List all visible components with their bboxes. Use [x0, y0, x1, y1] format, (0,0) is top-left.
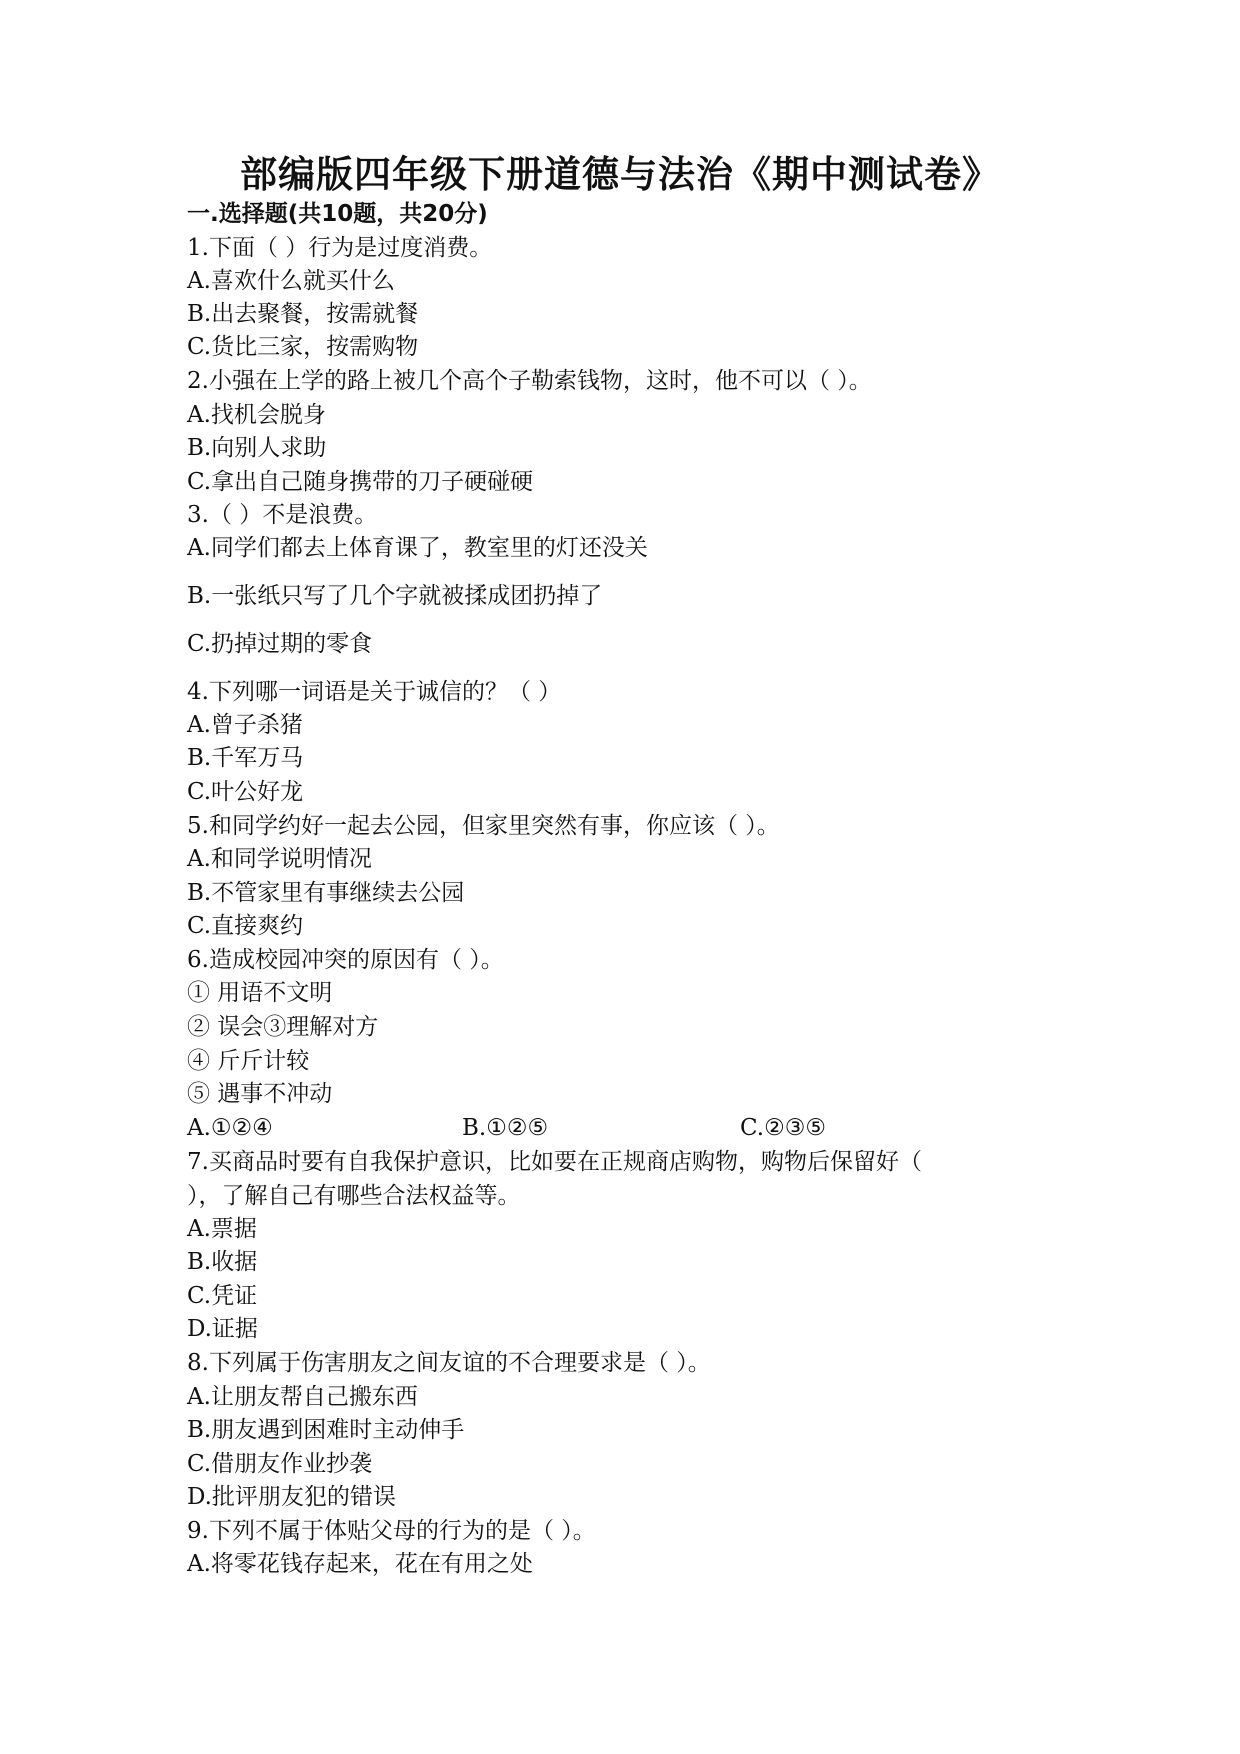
question-6-stem: 6.造成校园冲突的原因有（ ）。 — [187, 947, 504, 973]
question-8-option-a: A.让朋友帮自己搬东西 — [187, 1384, 418, 1410]
question-2-option-a: A.找机会脱身 — [187, 402, 326, 428]
question-2-option-b: B.向别人求助 — [187, 435, 327, 461]
question-7-option-c: C.凭证 — [187, 1283, 258, 1309]
question-1-option-a: A.喜欢什么就买什么 — [187, 268, 395, 294]
question-3-option-c: C.扔掉过期的零食 — [187, 631, 373, 657]
question-2-stem: 2.小强在上学的路上被几个高个子勒索钱物，这时，他不可以（ ）。 — [187, 368, 872, 394]
question-4-option-b: B.千军万马 — [187, 745, 304, 771]
question-5-option-c: C.直接爽约 — [187, 913, 304, 939]
question-2-option-c: C.拿出自己随身携带的刀子硬碰硬 — [187, 469, 534, 495]
question-7-option-a: A.票据 — [187, 1216, 257, 1242]
question-4-option-c: C.叶公好龙 — [187, 779, 304, 805]
question-9-stem: 9.下列不属于体贴父母的行为的是（ ）。 — [187, 1518, 596, 1544]
question-3-stem: 3.（ ）不是浪费。 — [187, 502, 378, 528]
question-1-stem: 1.下面（ ）行为是过度消费。 — [187, 235, 493, 261]
question-8-option-c: C.借朋友作业抄袭 — [187, 1451, 373, 1477]
question-8-option-d: D.批评朋友犯的错误 — [187, 1484, 396, 1510]
question-6-item-2: ② 误会③理解对方 — [187, 1014, 379, 1040]
question-6-item-1: ① 用语不文明 — [187, 980, 333, 1006]
question-5-option-b: B.不管家里有事继续去公园 — [187, 880, 465, 906]
question-1-option-b: B.出去聚餐，按需就餐 — [187, 301, 419, 327]
section-heading: 一.选择题(共10题，共20分) — [187, 201, 488, 227]
question-6-item-4: ⑤ 遇事不冲动 — [187, 1081, 333, 1107]
question-7-option-b: B.收据 — [187, 1249, 258, 1275]
question-5-stem: 5.和同学约好一起去公园，但家里突然有事，你应该（ ）。 — [187, 813, 780, 839]
question-7-stem-line-2: ），了解自己有哪些合法权益等。 — [187, 1183, 521, 1209]
question-7-option-d: D.证据 — [187, 1316, 258, 1342]
question-8-stem: 8.下列属于伤害朋友之间友谊的不合理要求是（ ）。 — [187, 1350, 711, 1376]
question-8-option-b: B.朋友遇到困难时主动伸手 — [187, 1417, 465, 1443]
question-1-option-c: C.货比三家，按需购物 — [187, 334, 419, 360]
question-6-option-b: B.①②⑤ — [462, 1115, 549, 1141]
question-3-option-b: B.一张纸只写了几个字就被揉成团扔掉了 — [187, 583, 603, 609]
question-4-stem: 4.下列哪一词语是关于诚信的？（ ） — [187, 679, 562, 705]
question-9-option-a: A.将零花钱存起来，花在有用之处 — [187, 1551, 533, 1577]
question-6-option-a: A.①②④ — [187, 1115, 273, 1141]
page-title: 部编版四年级下册道德与法治《期中测试卷》 — [240, 153, 1000, 196]
question-6-option-c: C.②③⑤ — [740, 1115, 826, 1141]
question-7-stem-line-1: 7.买商品时要有自我保护意识，比如要在正规商店购物，购物后保留好（ — [187, 1149, 922, 1175]
question-5-option-a: A.和同学说明情况 — [187, 846, 372, 872]
question-6-item-3: ④ 斤斤计较 — [187, 1048, 310, 1074]
question-3-option-a: A.同学们都去上体育课了，教室里的灯还没关 — [187, 535, 648, 561]
question-4-option-a: A.曾子杀猪 — [187, 712, 303, 738]
